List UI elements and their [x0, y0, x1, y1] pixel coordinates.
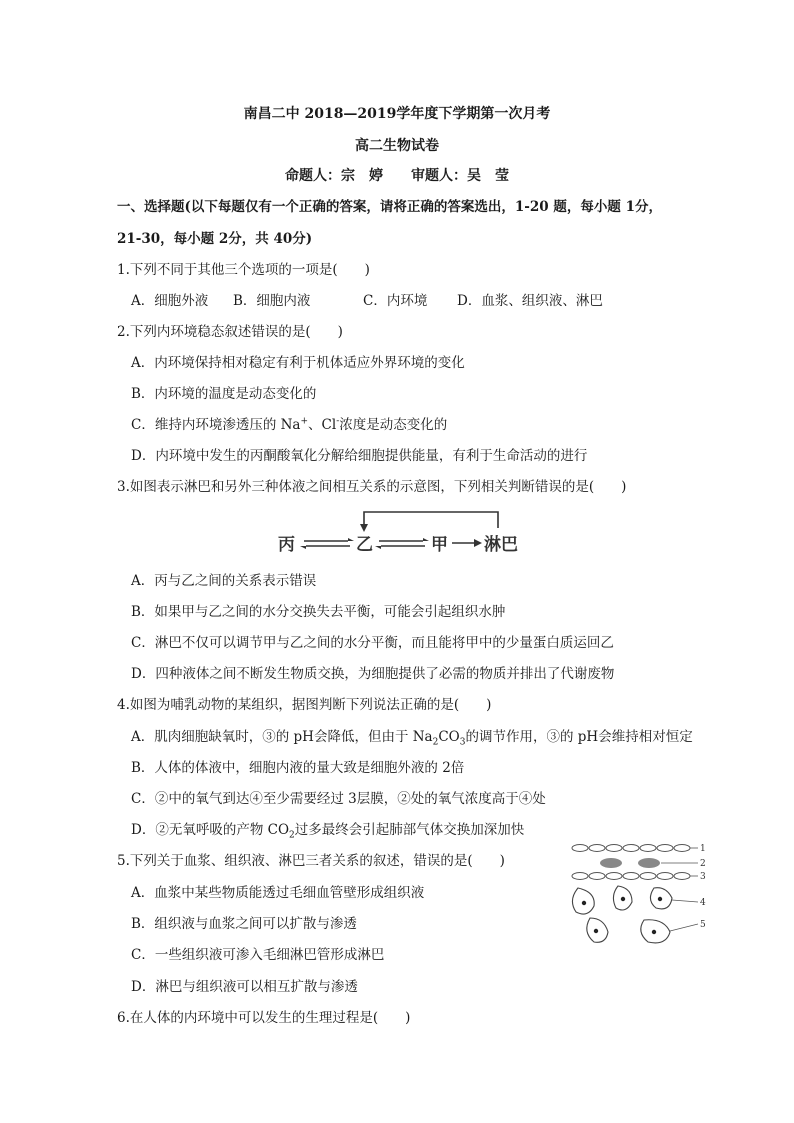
q4-figure-label-4: 4 — [700, 898, 706, 908]
q4-option-c: C．②中的氧气到达④至少需要经过 3层膜，②处的氧气浓度高于④处 — [131, 791, 546, 807]
q1-options — [131, 292, 603, 310]
q2-option-d: D．内环境中发生的丙酮酸氧化分解给细胞提供能量，有利于生命活动的进行 — [131, 448, 588, 464]
q5-option-a: A．血浆中某些物质能透过毛细血管壁形成组织液 — [131, 885, 425, 901]
q2-option-c-sup1: + — [300, 416, 309, 427]
q4-option-a-mid: CO — [438, 729, 460, 745]
exam-authors: 命题人：宗 婷 审题人：吴 莹 — [285, 168, 509, 184]
q3-option-c: C．淋巴不仅可以调节甲与乙之间的水分平衡，而且能将甲中的少量蛋白质运回乙 — [131, 635, 614, 651]
q4-stem: 4.如图为哺乳动物的某组织，据图判断下列说法正确的是( ) — [117, 697, 492, 713]
q5-option-c: C．一些组织液可渗入毛细淋巴管形成淋巴 — [131, 947, 385, 963]
q5-stem: 5.下列关于血浆、组织液、淋巴三者关系的叙述，错误的是( ) — [117, 853, 505, 869]
q1-option-a: A．细胞外液 — [131, 293, 209, 309]
q4-option-d-sub: 2 — [289, 830, 295, 841]
q3-label-bing: 丙 — [278, 535, 295, 555]
q1-option-c: C．内环境 — [363, 293, 428, 309]
q2-option-c-post: 浓度是动态变化的 — [339, 417, 448, 433]
q3-stem: 3.如图表示淋巴和另外三种体液之间相互关系的示意图，下列相关判断错误的是( ) — [117, 479, 627, 495]
q5-option-d: D．淋巴与组织液可以相互扩散与渗透 — [131, 979, 358, 995]
q4-tissue-figure — [566, 838, 716, 950]
q2-option-c — [131, 416, 447, 434]
q3-option-b: B．如果甲与乙之间的水分交换失去平衡，可能会引起组织水肿 — [131, 604, 506, 620]
q4-option-a-sub2: 3 — [459, 737, 466, 748]
q4-option-d-pre: D．②无氧呼吸的产物 CO — [131, 822, 290, 838]
q1-option-d: D．血浆、组织液、淋巴 — [457, 293, 603, 309]
exam-subtitle: 高二生物试卷 — [355, 138, 439, 154]
q2-option-c-pre: C．维持内环境渗透压的 Na — [131, 417, 301, 433]
q1-stem: 1.下列不同于其他三个选项的一项是( ) — [117, 262, 370, 278]
q2-option-c-sup2: - — [336, 416, 340, 427]
q3-label-linba: 淋巴 — [484, 535, 518, 555]
q3-diagram — [276, 506, 526, 558]
q3-label-yi: 乙 — [356, 535, 373, 555]
q3-option-a: A．丙与乙之间的关系表示错误 — [131, 573, 317, 589]
q4-figure-label-5: 5 — [700, 920, 706, 930]
q2-option-a: A．内环境保持相对稳定有利于机体适应外界环境的变化 — [131, 355, 465, 371]
section-heading-line1: 一、选择题(以下每题仅有一个正确的答案，请将正确的答案选出，1-20 题，每小题 1分， — [117, 199, 662, 215]
q3-option-d: D．四种液体之间不断发生物质交换，为细胞提供了必需的物质并排出了代谢废物 — [131, 666, 615, 682]
q3-label-jia: 甲 — [431, 535, 448, 555]
q4-figure-label-1: 1 — [700, 844, 706, 854]
q4-option-d — [131, 821, 524, 839]
q2-option-b: B．内环境的温度是动态变化的 — [131, 386, 317, 402]
q4-option-a-pre: A．肌肉细胞缺氧时，③的 pH会降低，但由于 Na — [131, 729, 433, 745]
q2-stem: 2.下列内环境稳态叙述错误的是( ) — [117, 324, 343, 340]
q4-option-a — [131, 728, 693, 746]
q4-option-b: B．人体的体液中，细胞内液的量大致是细胞外液的 2倍 — [131, 760, 465, 776]
q1-option-b: B．细胞内液 — [233, 293, 311, 309]
q4-tissue-svg — [566, 838, 716, 950]
q4-option-a-sub1: 2 — [432, 737, 439, 748]
q4-option-d-post: 过多最终会引起肺部气体交换加深加快 — [294, 822, 525, 838]
exam-title: 南昌二中 2018—2019学年度下学期第一次月考 — [243, 106, 551, 122]
q4-figure-label-3: 3 — [700, 872, 706, 882]
q5-option-b: B．组织液与血浆之间可以扩散与渗透 — [131, 916, 357, 932]
q6-stem: 6.在人体的内环境中可以发生的生理过程是( ) — [117, 1010, 411, 1026]
q4-option-a-post: 的调节作用，③的 pH会维持相对恒定 — [465, 729, 693, 745]
q4-figure-label-2: 2 — [700, 859, 706, 869]
section-heading-line2: 21-30，每小题 2分，共 40分) — [117, 231, 313, 247]
q2-option-c-mid: 、Cl — [308, 417, 337, 433]
